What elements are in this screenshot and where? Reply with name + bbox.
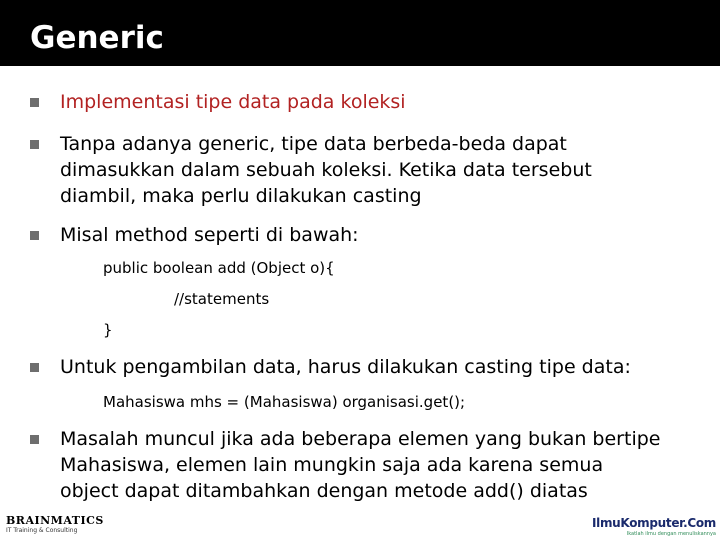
square-bullet-icon bbox=[30, 140, 39, 149]
square-bullet-icon bbox=[30, 363, 39, 372]
bullet-3-line-1: Misal method seperti di bawah: bbox=[60, 224, 359, 246]
bullet-1-line-1: Implementasi tipe data pada koleksi bbox=[60, 91, 406, 113]
square-bullet-icon bbox=[30, 98, 39, 107]
ilmukomputer-logo-tagline: Ikatlah ilmu dengan menuliskannya bbox=[626, 531, 716, 537]
title-bar bbox=[0, 0, 720, 66]
brainmatics-logo-name: BRAINMATICS bbox=[6, 514, 104, 527]
bullet-5-line-3: object dapat ditambahkan dengan metode add() diatas bbox=[60, 480, 588, 502]
bullet-5-line-2: Mahasiswa, elemen lain mungkin saja ada karena semua bbox=[60, 454, 604, 476]
bullet-5-line-1: Masalah muncul jika ada beberapa elemen yang bukan bertipe bbox=[60, 428, 661, 450]
bullet-4-line-1: Untuk pengambilan data, harus dilakukan casting tipe data: bbox=[60, 356, 631, 378]
brainmatics-logo-tagline: IT Training & Consulting bbox=[6, 527, 78, 534]
square-bullet-icon bbox=[30, 435, 39, 444]
bullet-2-line-3: diambil, maka perlu dilakukan casting bbox=[60, 185, 422, 207]
code-method-signature: public boolean add (Object o){ bbox=[103, 259, 335, 277]
code-casting-example: Mahasiswa mhs = (Mahasiswa) organisasi.get(); bbox=[103, 393, 466, 411]
slide-title: Generic bbox=[30, 20, 164, 56]
ilmukomputer-logo bbox=[592, 516, 716, 538]
bullet-2-line-2: dimasukkan dalam sebuah koleksi. Ketika data tersebut bbox=[60, 159, 592, 181]
bullet-2-line-1: Tanpa adanya generic, tipe data berbeda-beda dapat bbox=[60, 133, 567, 155]
code-method-close: } bbox=[103, 321, 113, 339]
brainmatics-logo bbox=[6, 514, 104, 536]
square-bullet-icon bbox=[30, 231, 39, 240]
code-method-body: //statements bbox=[174, 290, 270, 308]
ilmukomputer-logo-name: IlmuKomputer.Com bbox=[592, 516, 716, 530]
